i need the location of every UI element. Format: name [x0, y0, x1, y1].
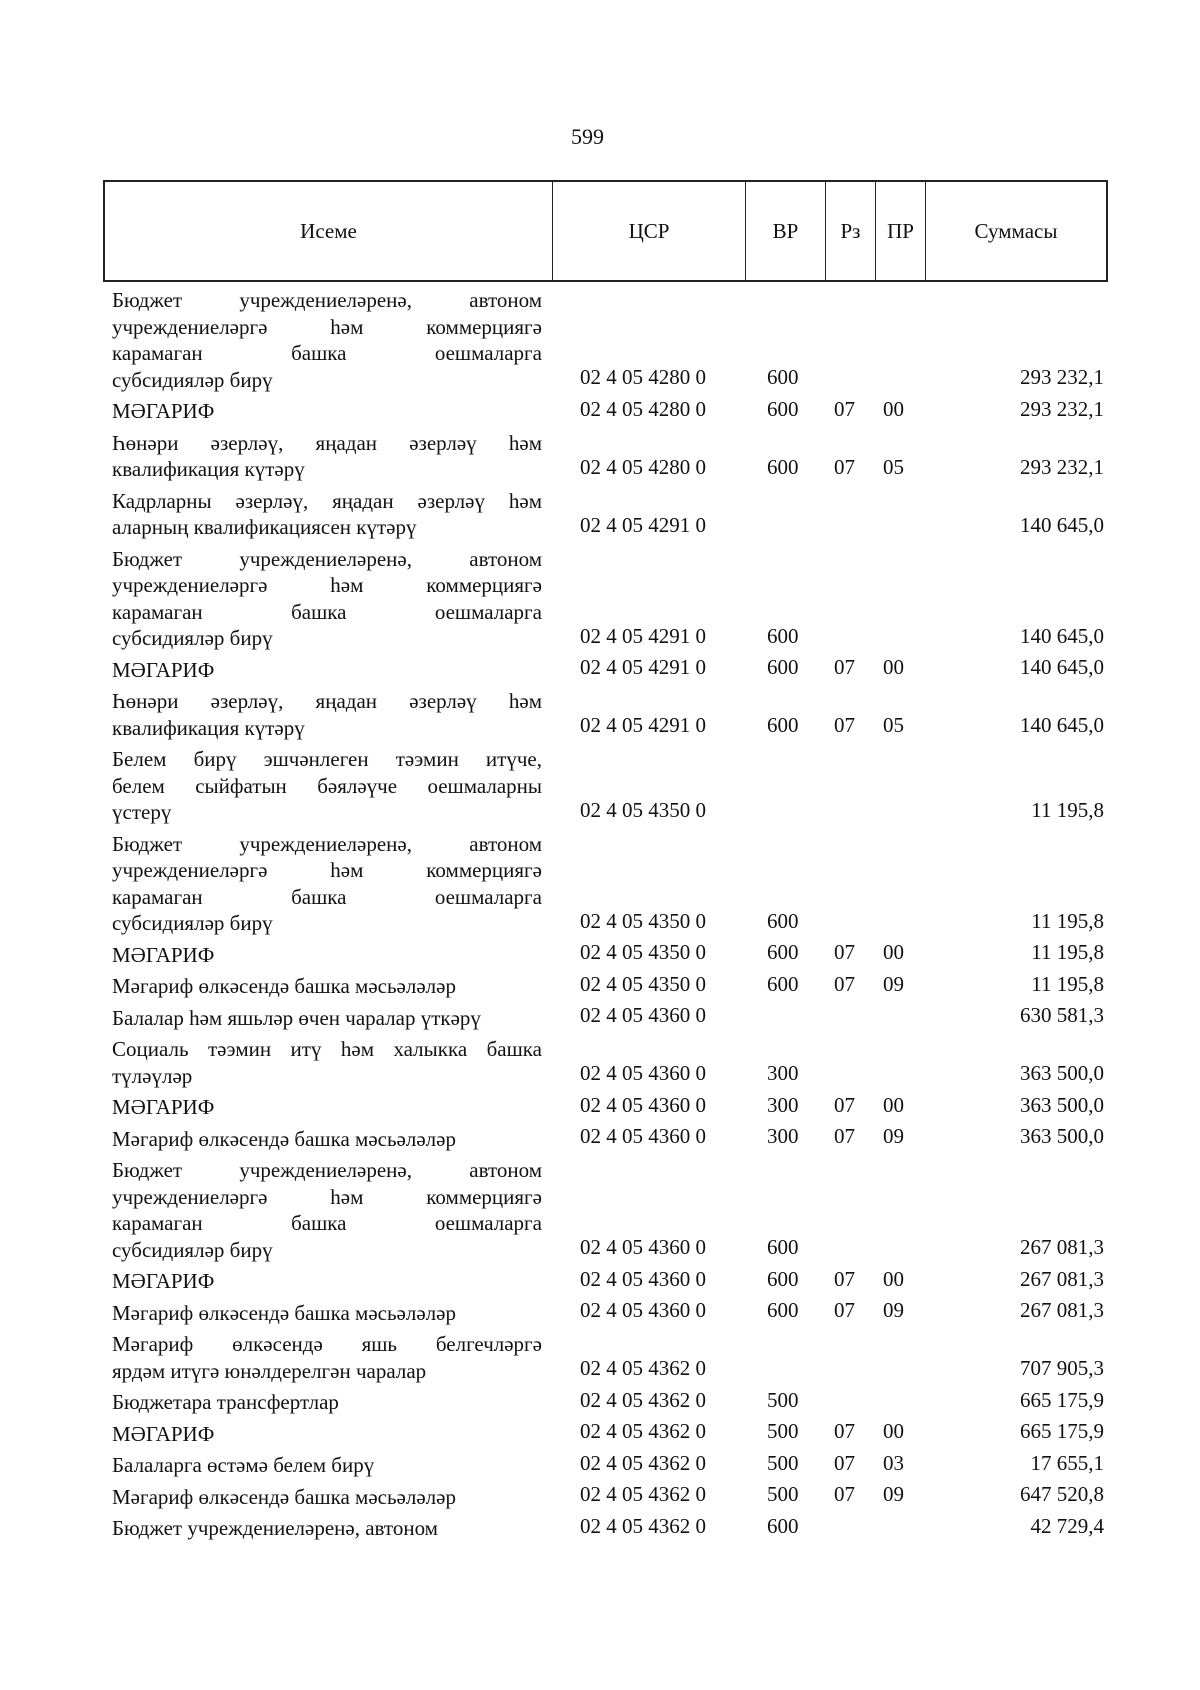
table-row — [0, 968, 1200, 1000]
table-row — [0, 1089, 1200, 1121]
row-sum: 11 195,8 — [1031, 971, 1104, 996]
row-name-line: МӘГАРИФ — [112, 1421, 215, 1446]
table-row — [0, 683, 1200, 741]
row-name — [112, 398, 542, 425]
row-sum: 293 232,1 — [1020, 454, 1104, 479]
table-row — [0, 652, 1200, 684]
header-pr: ПР — [876, 182, 926, 280]
row-vr: 600 — [767, 971, 799, 996]
table-row — [0, 1121, 1200, 1153]
row-rz: 07 — [834, 713, 855, 737]
row-sum: 293 232,1 — [1020, 396, 1104, 421]
row-name-line: үстерү — [112, 800, 172, 824]
row-name-line: Балаларга өстәмә белем бирү — [112, 1453, 375, 1477]
row-pr: 00 — [883, 940, 904, 964]
row-name-line: аларның квалификациясен күтәрү — [112, 515, 417, 539]
row-csr: 02 4 05 4350 0 — [580, 797, 706, 822]
table-row — [0, 1031, 1200, 1089]
table-row — [0, 1510, 1200, 1542]
row-csr: 02 4 05 4362 0 — [580, 1450, 706, 1475]
row-name-line: учреждениеләргә һәм коммерциягә — [112, 314, 542, 339]
row-name-line: Белем бирү эшчәнлеген тәэмин итүче, — [112, 747, 542, 771]
row-name-line: учреждениеләргә һәм коммерциягә — [112, 1184, 542, 1209]
row-vr: 500 — [767, 1482, 799, 1506]
row-name-line: МӘГАРИФ — [112, 942, 215, 967]
row-name-line: түләүләр — [112, 1063, 193, 1088]
row-sum: 140 645,0 — [1020, 713, 1104, 737]
row-vr: 600 — [767, 365, 799, 389]
row-name-line: Һөнәри әзерләү, яңадан әзерләү һәм — [112, 689, 542, 713]
row-rz: 07 — [834, 940, 855, 964]
header-name: Исеме — [105, 182, 553, 280]
row-pr: 00 — [883, 396, 904, 421]
row-rz: 07 — [834, 1298, 855, 1322]
row-sum: 665 175,9 — [1020, 1387, 1104, 1412]
row-name-line: квалификация күтәрү — [112, 715, 305, 740]
row-vr: 500 — [767, 1450, 799, 1475]
row-pr: 00 — [883, 1419, 904, 1443]
table-row — [0, 1479, 1200, 1511]
row-name-line: учреждениеләргә һәм коммерциягә — [112, 858, 542, 882]
row-csr: 02 4 05 4291 0 — [580, 623, 706, 648]
row-sum: 42 729,4 — [1030, 1513, 1104, 1538]
row-rz: 07 — [834, 1124, 855, 1148]
row-sum: 647 520,8 — [1020, 1482, 1104, 1506]
header-csr: ЦСР — [553, 182, 746, 280]
row-vr: 300 — [767, 1124, 799, 1148]
header-sum: Суммасы — [974, 218, 1058, 243]
row-vr: 500 — [767, 1387, 799, 1412]
row-name — [112, 1484, 542, 1511]
row-csr: 02 4 05 4280 0 — [580, 396, 706, 421]
row-sum: 267 081,3 — [1020, 1266, 1104, 1291]
row-name-line: карамаган башка оешмаларга — [112, 341, 542, 365]
row-name-line: ярдәм итүгә юнәлдерелгән чаралар — [112, 1358, 427, 1383]
row-pr: 09 — [883, 1482, 904, 1506]
table-body — [0, 282, 1200, 1542]
row-vr: 600 — [767, 908, 799, 933]
row-name — [112, 1300, 542, 1327]
row-name — [112, 430, 542, 483]
row-name-line: Бюджет учреждениеләренә, автоном — [112, 1516, 438, 1540]
table-row — [0, 425, 1200, 483]
row-name — [112, 1126, 542, 1153]
table-row — [0, 937, 1200, 969]
row-csr: 02 4 05 4291 0 — [580, 512, 706, 537]
row-vr: 300 — [767, 1061, 799, 1085]
row-csr: 02 4 05 4362 0 — [580, 1419, 706, 1443]
row-name — [112, 942, 542, 969]
row-name-line: карамаган башка оешмаларга — [112, 884, 542, 909]
row-name-line: Мәгариф өлкәсендә яшь белгечләргә — [112, 1332, 542, 1356]
row-name — [112, 746, 542, 826]
row-rz: 07 — [834, 1482, 855, 1506]
row-rz: 07 — [834, 971, 855, 996]
row-csr: 02 4 05 4360 0 — [580, 1061, 706, 1085]
row-pr: 09 — [883, 971, 904, 996]
row-name-line: Мәгариф өлкәсендә башка мәсьәләләр — [112, 974, 456, 998]
row-name-line: субсидияләр бирү — [112, 1237, 273, 1262]
header-rz: Рз — [826, 182, 876, 280]
row-sum: 363 500,0 — [1020, 1092, 1104, 1117]
row-sum: 17 655,1 — [1030, 1450, 1104, 1475]
table-row — [0, 826, 1200, 937]
row-name — [112, 287, 542, 393]
row-pr: 09 — [883, 1124, 904, 1148]
row-name — [112, 1005, 542, 1032]
row-csr: 02 4 05 4280 0 — [580, 365, 706, 389]
row-sum: 267 081,3 — [1020, 1298, 1104, 1322]
row-sum: 363 500,0 — [1020, 1061, 1104, 1085]
row-csr: 02 4 05 4350 0 — [580, 908, 706, 933]
row-csr: 02 4 05 4360 0 — [580, 1235, 706, 1259]
row-pr: 03 — [883, 1450, 904, 1475]
row-vr: 600 — [767, 623, 799, 648]
table-row — [0, 541, 1200, 652]
row-sum: 140 645,0 — [1020, 512, 1104, 537]
row-sum: 707 905,3 — [1020, 1356, 1104, 1380]
row-name-line: МӘГАРИФ — [112, 399, 215, 423]
row-sum: 267 081,3 — [1020, 1235, 1104, 1259]
row-sum: 363 500,0 — [1020, 1124, 1104, 1148]
row-name-line: Мәгариф өлкәсендә башка мәсьәләләр — [112, 1300, 456, 1325]
row-name-line: белем сыйфатын бәяләүче оешмаларны — [112, 773, 542, 798]
row-sum: 11 195,8 — [1031, 940, 1104, 964]
row-name — [112, 1452, 542, 1479]
table-row — [0, 1000, 1200, 1032]
row-vr: 600 — [767, 396, 799, 421]
row-rz: 07 — [834, 1266, 855, 1291]
row-name — [112, 1389, 542, 1416]
row-name-line: Бюджетара трансфертлар — [112, 1390, 339, 1414]
row-name — [112, 1036, 542, 1089]
row-csr: 02 4 05 4291 0 — [580, 655, 706, 679]
row-name-line: учреждениеләргә һәм коммерциягә — [112, 573, 542, 597]
row-vr: 600 — [767, 940, 799, 964]
table-row — [0, 483, 1200, 541]
table-row — [0, 1152, 1200, 1263]
row-name-line: Кадрларны әзерләү, яңадан әзерләү һәм — [112, 488, 542, 513]
row-vr: 600 — [767, 454, 799, 479]
row-csr: 02 4 05 4362 0 — [580, 1387, 706, 1412]
row-name-line: субсидияләр бирү — [112, 367, 273, 392]
row-rz: 07 — [834, 396, 855, 421]
table-row — [0, 1416, 1200, 1448]
row-sum: 11 195,8 — [1031, 797, 1104, 822]
row-rz: 07 — [834, 1092, 855, 1117]
row-csr: 02 4 05 4360 0 — [580, 1092, 706, 1117]
row-name-line: Бюджет учреждениеләренә, автоном — [112, 1158, 542, 1182]
row-sum: 11 195,8 — [1031, 908, 1104, 933]
row-sum: 140 645,0 — [1020, 623, 1104, 648]
row-sum: 293 232,1 — [1020, 365, 1104, 389]
row-name-line: Мәгариф өлкәсендә башка мәсьәләләр — [112, 1484, 456, 1509]
row-rz: 07 — [834, 454, 855, 479]
row-name-line: МӘГАРИФ — [112, 657, 215, 682]
header-vr: ВР — [746, 182, 826, 280]
row-name-line: Һөнәри әзерләү, яңадан әзерләү һәм — [112, 430, 542, 455]
table-row — [0, 393, 1200, 425]
row-csr: 02 4 05 4360 0 — [580, 1266, 706, 1291]
row-csr: 02 4 05 4291 0 — [580, 713, 706, 737]
table-row — [0, 282, 1200, 393]
row-name-line: квалификация күтәрү — [112, 457, 305, 481]
row-vr: 500 — [767, 1419, 799, 1443]
row-csr: 02 4 05 4362 0 — [580, 1513, 706, 1538]
row-pr: 05 — [883, 713, 904, 737]
row-name-line: МӘГАРИФ — [112, 1269, 215, 1293]
row-name-line: Балалар һәм яшьләр өчен чаралар үткәрү — [112, 1005, 481, 1030]
row-name — [112, 1515, 542, 1542]
row-vr: 300 — [767, 1092, 799, 1117]
row-name — [112, 1094, 542, 1121]
row-name — [112, 831, 542, 937]
row-sum: 665 175,9 — [1020, 1419, 1104, 1443]
row-name-line: Социаль тәэмин итү һәм халыкка башка — [112, 1037, 542, 1061]
row-name-line: карамаган башка оешмаларга — [112, 1211, 542, 1235]
row-csr: 02 4 05 4362 0 — [580, 1356, 706, 1380]
row-vr: 600 — [767, 713, 799, 737]
row-pr: 05 — [883, 454, 904, 479]
table-header — [103, 180, 1108, 282]
table-row — [0, 1326, 1200, 1384]
row-sum: 630 581,3 — [1020, 1003, 1104, 1027]
row-name — [112, 1421, 542, 1448]
row-pr: 00 — [883, 1266, 904, 1291]
table-row — [0, 1447, 1200, 1479]
row-csr: 02 4 05 4350 0 — [580, 940, 706, 964]
row-vr: 600 — [767, 1298, 799, 1322]
row-name — [112, 973, 542, 1000]
row-name-line: МӘГАРИФ — [112, 1095, 215, 1119]
row-name — [112, 657, 542, 684]
table-row — [0, 1295, 1200, 1327]
row-name — [112, 546, 542, 652]
row-name — [112, 1157, 542, 1263]
table-row — [0, 1384, 1200, 1416]
row-name-line: субсидияләр бирү — [112, 626, 273, 650]
row-csr: 02 4 05 4360 0 — [580, 1124, 706, 1148]
row-name-line: Бюджет учреждениеләренә, автоном — [112, 288, 542, 312]
row-csr: 02 4 05 4360 0 — [580, 1003, 706, 1027]
row-name-line: субсидияләр бирү — [112, 911, 273, 935]
row-vr: 600 — [767, 1513, 799, 1538]
row-vr: 600 — [767, 1235, 799, 1259]
row-csr: 02 4 05 4362 0 — [580, 1482, 706, 1506]
row-name-line: Мәгариф өлкәсендә башка мәсьәләләр — [112, 1126, 456, 1151]
row-rz: 07 — [834, 1450, 855, 1475]
row-csr: 02 4 05 4360 0 — [580, 1298, 706, 1322]
row-vr: 600 — [767, 655, 799, 679]
table-row — [0, 741, 1200, 826]
row-name — [112, 1331, 542, 1384]
row-pr: 00 — [883, 1092, 904, 1117]
row-csr: 02 4 05 4350 0 — [580, 971, 706, 996]
row-vr: 600 — [767, 1266, 799, 1291]
row-rz: 07 — [834, 655, 855, 679]
row-pr: 09 — [883, 1298, 904, 1322]
row-name — [112, 488, 542, 541]
table-row — [0, 1263, 1200, 1295]
page-number: 599 — [571, 124, 604, 149]
row-pr: 00 — [883, 655, 904, 679]
row-name-line: Бюджет учреждениеләренә, автоном — [112, 831, 542, 856]
row-csr: 02 4 05 4280 0 — [580, 454, 706, 479]
row-name-line: карамаган башка оешмаларга — [112, 599, 542, 624]
row-name — [112, 688, 542, 741]
row-sum: 140 645,0 — [1020, 655, 1104, 679]
row-name-line: Бюджет учреждениеләренә, автоном — [112, 546, 542, 571]
row-name — [112, 1268, 542, 1295]
row-rz: 07 — [834, 1419, 855, 1443]
